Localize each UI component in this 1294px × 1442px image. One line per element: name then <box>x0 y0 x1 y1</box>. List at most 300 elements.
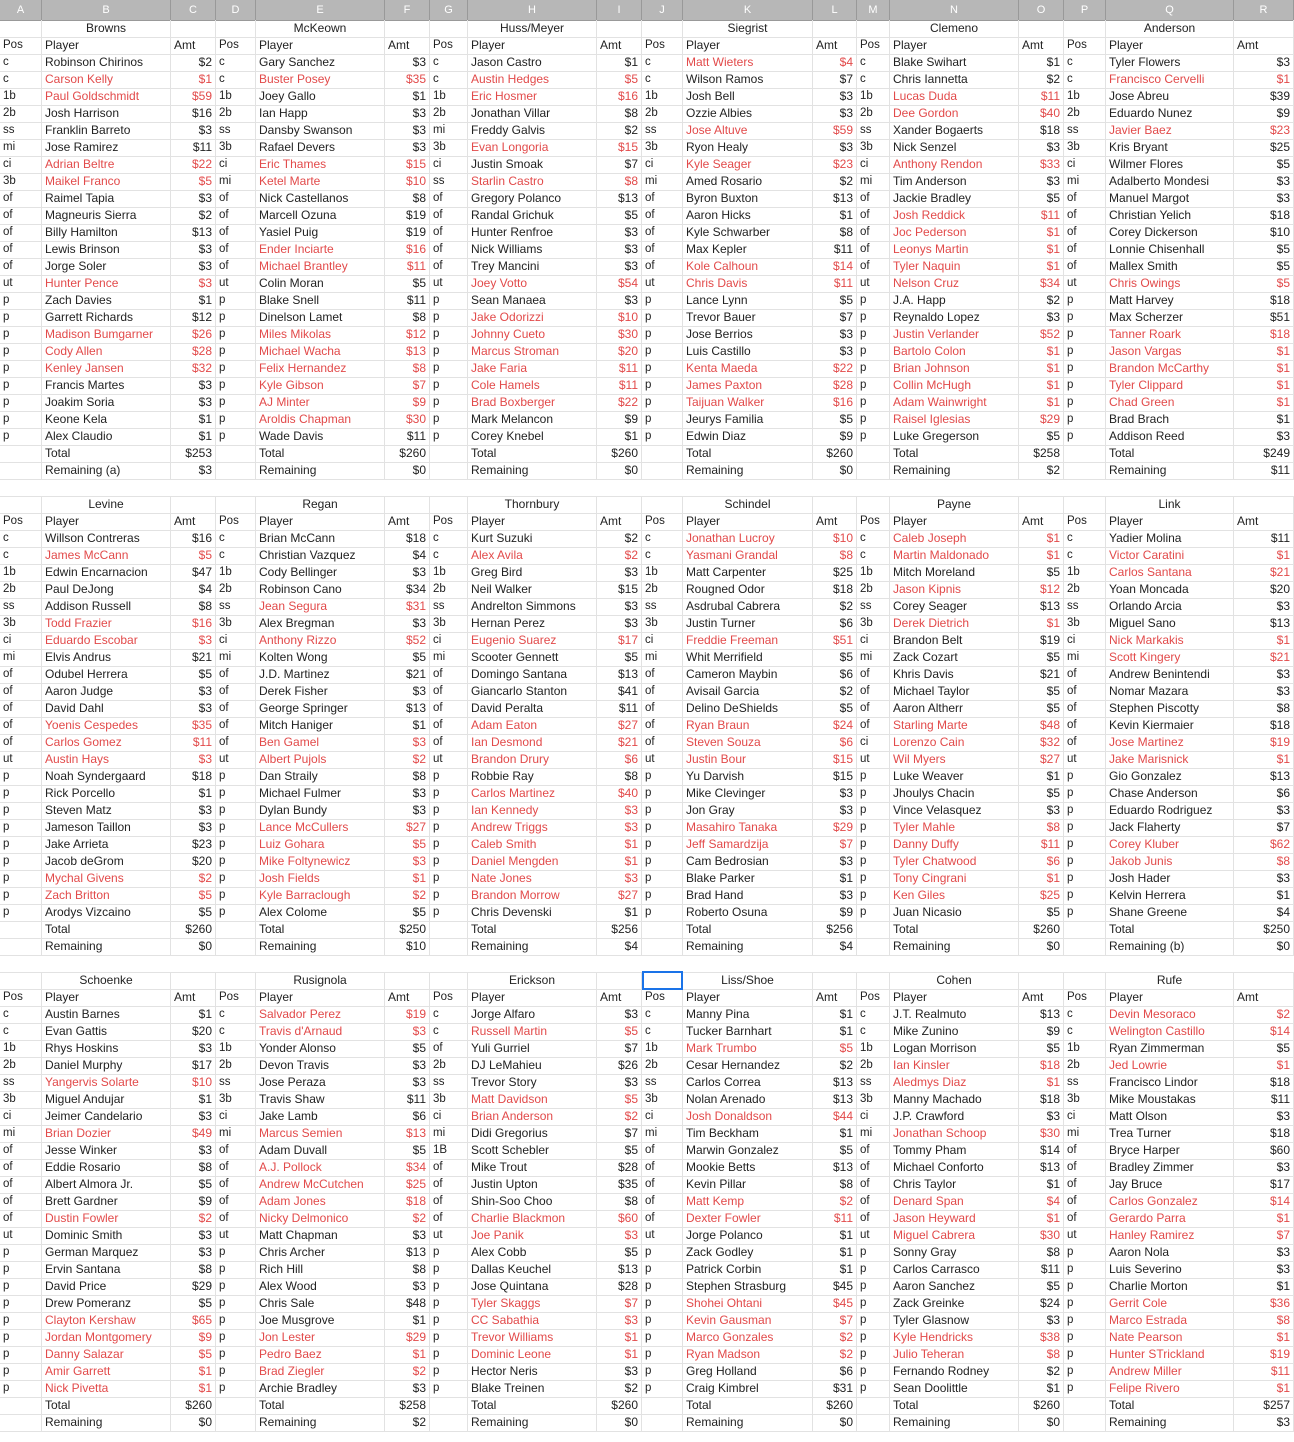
amount-cell[interactable]: $6 <box>385 1108 430 1125</box>
amount-cell[interactable]: $7 <box>597 1295 642 1312</box>
player-name-cell[interactable]: Matt Olson <box>1106 1108 1234 1125</box>
player-name-cell[interactable]: Hernan Perez <box>468 615 597 632</box>
position-cell[interactable]: p <box>857 870 890 887</box>
amount-cell[interactable]: $1 <box>1234 1380 1294 1397</box>
amount-cell[interactable]: $1 <box>813 1227 857 1244</box>
amount-cell[interactable]: $8 <box>813 1176 857 1193</box>
position-cell[interactable]: 3b <box>642 139 683 156</box>
player-name-cell[interactable]: Welington Castillo <box>1106 1023 1234 1040</box>
amount-cell[interactable]: $1 <box>385 1346 430 1363</box>
player-name-cell[interactable]: Eddie Rosario <box>42 1159 171 1176</box>
pos-label[interactable]: Pos <box>1064 37 1106 54</box>
position-cell[interactable]: ut <box>857 275 890 292</box>
position-cell[interactable]: mi <box>642 649 683 666</box>
player-name-cell[interactable]: Yangervis Solarte <box>42 1074 171 1091</box>
position-cell[interactable]: mi <box>642 173 683 190</box>
amount-cell[interactable]: $3 <box>1234 1159 1294 1176</box>
position-cell[interactable]: p <box>0 1380 42 1397</box>
position-cell[interactable]: of <box>216 224 256 241</box>
player-name-cell[interactable]: Lonnie Chisenhall <box>1106 241 1234 258</box>
position-cell[interactable]: p <box>1064 1346 1106 1363</box>
position-cell[interactable]: p <box>857 1295 890 1312</box>
amount-cell[interactable]: $3 <box>1019 802 1064 819</box>
amount-cell[interactable]: $51 <box>813 632 857 649</box>
amount-cell[interactable]: $1 <box>1019 224 1064 241</box>
remaining-amount[interactable]: $3 <box>1234 1414 1294 1431</box>
amount-cell[interactable]: $5 <box>385 275 430 292</box>
player-name-cell[interactable]: Clayton Kershaw <box>42 1312 171 1329</box>
amount-cell[interactable]: $18 <box>1234 207 1294 224</box>
cell-empty[interactable] <box>430 1397 468 1414</box>
player-name-cell[interactable]: Albert Almora Jr. <box>42 1176 171 1193</box>
cell-empty[interactable] <box>857 921 890 938</box>
amount-cell[interactable]: $1 <box>1019 258 1064 275</box>
remaining-label[interactable]: Remaining <box>42 938 171 955</box>
team-name[interactable]: Liss/Shoe <box>683 972 813 989</box>
amount-cell[interactable]: $5 <box>1234 275 1294 292</box>
position-cell[interactable]: ut <box>216 275 256 292</box>
position-cell[interactable]: p <box>642 1363 683 1380</box>
position-cell[interactable]: p <box>0 1312 42 1329</box>
position-cell[interactable]: of <box>0 258 42 275</box>
amount-cell[interactable]: $7 <box>813 71 857 88</box>
player-name-cell[interactable]: Evan Gattis <box>42 1023 171 1040</box>
position-cell[interactable]: ci <box>1064 1108 1106 1125</box>
player-name-cell[interactable]: Robinson Cano <box>256 581 385 598</box>
position-cell[interactable]: ut <box>1064 1227 1106 1244</box>
position-cell[interactable]: of <box>216 683 256 700</box>
player-name-cell[interactable]: Trevor Williams <box>468 1329 597 1346</box>
position-cell[interactable]: p <box>216 785 256 802</box>
position-cell[interactable]: ut <box>642 1227 683 1244</box>
cell-empty[interactable] <box>1064 496 1106 513</box>
player-name-cell[interactable]: Willson Contreras <box>42 530 171 547</box>
player-name-cell[interactable]: Austin Barnes <box>42 1006 171 1023</box>
total-label[interactable]: Total <box>1106 921 1234 938</box>
player-name-cell[interactable]: Gio Gonzalez <box>1106 768 1234 785</box>
amount-cell[interactable]: $1 <box>813 1006 857 1023</box>
position-cell[interactable]: 1b <box>1064 1040 1106 1057</box>
position-cell[interactable]: ss <box>857 598 890 615</box>
position-cell[interactable]: 1b <box>1064 564 1106 581</box>
column-header-k[interactable]: K <box>683 0 813 20</box>
amount-cell[interactable]: $3 <box>597 224 642 241</box>
amount-cell[interactable]: $2 <box>171 54 216 71</box>
position-cell[interactable]: p <box>216 802 256 819</box>
remaining-amount[interactable]: $0 <box>1019 1414 1064 1431</box>
amt-label[interactable]: Amt <box>385 989 430 1006</box>
amount-cell[interactable]: $1 <box>1234 1210 1294 1227</box>
player-label[interactable]: Player <box>468 37 597 54</box>
amount-cell[interactable]: $15 <box>597 581 642 598</box>
player-label[interactable]: Player <box>683 37 813 54</box>
player-name-cell[interactable]: Matt Davidson <box>468 1091 597 1108</box>
position-cell[interactable]: of <box>0 241 42 258</box>
position-cell[interactable]: p <box>0 870 42 887</box>
position-cell[interactable]: c <box>1064 530 1106 547</box>
cell-empty[interactable] <box>430 938 468 955</box>
player-name-cell[interactable]: Todd Frazier <box>42 615 171 632</box>
position-cell[interactable]: 3b <box>430 1091 468 1108</box>
amount-cell[interactable]: $18 <box>171 768 216 785</box>
position-cell[interactable]: of <box>857 666 890 683</box>
amount-cell[interactable]: $3 <box>171 1244 216 1261</box>
column-header-o[interactable]: O <box>1019 0 1064 20</box>
position-cell[interactable]: ut <box>0 1227 42 1244</box>
position-cell[interactable]: p <box>430 428 468 445</box>
position-cell[interactable]: 1b <box>857 1040 890 1057</box>
amount-cell[interactable]: $13 <box>813 1074 857 1091</box>
amount-cell[interactable]: $11 <box>1019 836 1064 853</box>
amount-cell[interactable]: $3 <box>1234 802 1294 819</box>
cell-empty[interactable] <box>1064 921 1106 938</box>
player-name-cell[interactable]: Marcell Ozuna <box>256 207 385 224</box>
cell-empty[interactable] <box>1234 20 1294 37</box>
amount-cell[interactable]: $36 <box>1234 1295 1294 1312</box>
player-name-cell[interactable]: Eric Hosmer <box>468 88 597 105</box>
position-cell[interactable]: p <box>216 411 256 428</box>
amount-cell[interactable]: $7 <box>597 1125 642 1142</box>
player-name-cell[interactable]: Devin Mesoraco <box>1106 1006 1234 1023</box>
amount-cell[interactable]: $3 <box>813 802 857 819</box>
amt-label[interactable]: Amt <box>1234 37 1294 54</box>
position-cell[interactable]: ut <box>216 1227 256 1244</box>
position-cell[interactable]: 3b <box>216 1091 256 1108</box>
position-cell[interactable]: 1b <box>0 1040 42 1057</box>
amount-cell[interactable]: $5 <box>171 666 216 683</box>
position-cell[interactable]: p <box>857 1329 890 1346</box>
amount-cell[interactable]: $9 <box>1019 1023 1064 1040</box>
player-name-cell[interactable]: Miguel Sano <box>1106 615 1234 632</box>
amount-cell[interactable]: $8 <box>385 360 430 377</box>
total-label[interactable]: Total <box>683 921 813 938</box>
amount-cell[interactable]: $1 <box>1019 377 1064 394</box>
player-name-cell[interactable]: Jason Castro <box>468 54 597 71</box>
position-cell[interactable]: c <box>857 547 890 564</box>
amount-cell[interactable]: $1 <box>1019 530 1064 547</box>
player-name-cell[interactable]: Zack Greinke <box>890 1295 1019 1312</box>
amount-cell[interactable]: $1 <box>171 1363 216 1380</box>
position-cell[interactable]: of <box>216 700 256 717</box>
position-cell[interactable]: 1b <box>1064 88 1106 105</box>
player-name-cell[interactable]: Lucas Duda <box>890 88 1019 105</box>
player-name-cell[interactable]: Alex Avila <box>468 547 597 564</box>
amount-cell[interactable]: $13 <box>597 666 642 683</box>
amount-cell[interactable]: $25 <box>1019 887 1064 904</box>
amount-cell[interactable]: $18 <box>813 581 857 598</box>
position-cell[interactable]: 3b <box>216 139 256 156</box>
remaining-amount[interactable]: $0 <box>385 462 430 479</box>
remaining-label[interactable]: Remaining <box>256 938 385 955</box>
position-cell[interactable]: c <box>1064 54 1106 71</box>
amount-cell[interactable]: $8 <box>813 547 857 564</box>
amount-cell[interactable]: $33 <box>1019 156 1064 173</box>
player-name-cell[interactable]: Carlos Santana <box>1106 564 1234 581</box>
player-name-cell[interactable]: Amed Rosario <box>683 173 813 190</box>
position-cell[interactable]: p <box>430 377 468 394</box>
amount-cell[interactable]: $3 <box>1234 428 1294 445</box>
player-name-cell[interactable]: Stephen Strasburg <box>683 1278 813 1295</box>
pos-label[interactable]: Pos <box>857 989 890 1006</box>
amount-cell[interactable]: $3 <box>385 802 430 819</box>
remaining-amount[interactable]: $0 <box>171 1414 216 1431</box>
player-name-cell[interactable]: Matt Carpenter <box>683 564 813 581</box>
amt-label[interactable]: Amt <box>1019 989 1064 1006</box>
position-cell[interactable]: of <box>1064 207 1106 224</box>
player-name-cell[interactable]: Brandon McCarthy <box>1106 360 1234 377</box>
position-cell[interactable]: 2b <box>430 105 468 122</box>
player-name-cell[interactable]: Nelson Cruz <box>890 275 1019 292</box>
amount-cell[interactable]: $1 <box>1019 615 1064 632</box>
player-name-cell[interactable]: Felix Hernandez <box>256 360 385 377</box>
position-cell[interactable]: of <box>1064 1193 1106 1210</box>
amount-cell[interactable]: $5 <box>813 292 857 309</box>
player-name-cell[interactable]: Jeff Samardzija <box>683 836 813 853</box>
player-name-cell[interactable]: Trea Turner <box>1106 1125 1234 1142</box>
position-cell[interactable]: p <box>0 1329 42 1346</box>
amt-label[interactable]: Amt <box>1234 989 1294 1006</box>
position-cell[interactable]: p <box>642 1346 683 1363</box>
player-name-cell[interactable]: Derek Dietrich <box>890 615 1019 632</box>
amount-cell[interactable]: $7 <box>813 836 857 853</box>
player-name-cell[interactable]: Aaron Sanchez <box>890 1278 1019 1295</box>
total-amount[interactable]: $250 <box>385 921 430 938</box>
position-cell[interactable]: p <box>857 904 890 921</box>
player-name-cell[interactable]: Trevor Story <box>468 1074 597 1091</box>
amount-cell[interactable]: $5 <box>1019 1278 1064 1295</box>
position-cell[interactable]: 2b <box>642 581 683 598</box>
player-name-cell[interactable]: Kevin Gausman <box>683 1312 813 1329</box>
amount-cell[interactable]: $2 <box>385 751 430 768</box>
position-cell[interactable]: p <box>216 853 256 870</box>
amount-cell[interactable]: $17 <box>597 632 642 649</box>
player-name-cell[interactable]: Mike Clevinger <box>683 785 813 802</box>
remaining-label[interactable]: Remaining <box>256 1414 385 1431</box>
position-cell[interactable]: of <box>642 241 683 258</box>
player-name-cell[interactable]: Luke Gregerson <box>890 428 1019 445</box>
amount-cell[interactable]: $10 <box>171 1074 216 1091</box>
player-label[interactable]: Player <box>468 513 597 530</box>
player-name-cell[interactable]: Aaron Judge <box>42 683 171 700</box>
position-cell[interactable]: of <box>216 1176 256 1193</box>
amount-cell[interactable]: $5 <box>597 1091 642 1108</box>
position-cell[interactable]: p <box>1064 1278 1106 1295</box>
position-cell[interactable]: of <box>1064 190 1106 207</box>
position-cell[interactable]: 2b <box>430 581 468 598</box>
amount-cell[interactable]: $1 <box>813 1125 857 1142</box>
amount-cell[interactable]: $2 <box>813 1329 857 1346</box>
amount-cell[interactable]: $13 <box>813 1091 857 1108</box>
total-amount[interactable]: $260 <box>171 921 216 938</box>
position-cell[interactable]: of <box>216 241 256 258</box>
amount-cell[interactable]: $1 <box>597 1346 642 1363</box>
position-cell[interactable]: 3b <box>1064 139 1106 156</box>
cell-empty[interactable] <box>642 445 683 462</box>
amount-cell[interactable]: $30 <box>1019 1227 1064 1244</box>
position-cell[interactable]: p <box>216 819 256 836</box>
position-cell[interactable]: ss <box>857 122 890 139</box>
position-cell[interactable]: of <box>642 207 683 224</box>
amount-cell[interactable]: $5 <box>385 836 430 853</box>
position-cell[interactable]: 2b <box>216 105 256 122</box>
position-cell[interactable]: of <box>1064 1142 1106 1159</box>
amount-cell[interactable]: $5 <box>171 173 216 190</box>
position-cell[interactable]: p <box>857 377 890 394</box>
position-cell[interactable]: p <box>216 836 256 853</box>
amount-cell[interactable]: $12 <box>1019 581 1064 598</box>
position-cell[interactable]: 3b <box>642 615 683 632</box>
amount-cell[interactable]: $14 <box>1234 1023 1294 1040</box>
player-name-cell[interactable]: Matt Kemp <box>683 1193 813 1210</box>
amount-cell[interactable]: $5 <box>597 1142 642 1159</box>
cell-empty[interactable] <box>642 1414 683 1431</box>
player-name-cell[interactable]: Manny Pina <box>683 1006 813 1023</box>
total-label[interactable]: Total <box>468 921 597 938</box>
amount-cell[interactable]: $3 <box>171 394 216 411</box>
player-name-cell[interactable]: Christian Vazquez <box>256 547 385 564</box>
amount-cell[interactable]: $20 <box>597 343 642 360</box>
player-name-cell[interactable]: Rick Porcello <box>42 785 171 802</box>
position-cell[interactable]: p <box>642 326 683 343</box>
total-amount[interactable]: $249 <box>1234 445 1294 462</box>
amount-cell[interactable]: $1 <box>1234 887 1294 904</box>
amount-cell[interactable]: $7 <box>385 377 430 394</box>
position-cell[interactable]: of <box>430 1193 468 1210</box>
player-name-cell[interactable]: J.D. Martinez <box>256 666 385 683</box>
player-name-cell[interactable]: Jon Lester <box>256 1329 385 1346</box>
player-name-cell[interactable]: Eduardo Rodriguez <box>1106 802 1234 819</box>
position-cell[interactable]: ss <box>857 1074 890 1091</box>
amount-cell[interactable]: $21 <box>1019 666 1064 683</box>
position-cell[interactable]: p <box>430 360 468 377</box>
position-cell[interactable]: p <box>1064 1380 1106 1397</box>
player-name-cell[interactable]: Mychal Givens <box>42 870 171 887</box>
total-amount[interactable]: $260 <box>813 1397 857 1414</box>
amount-cell[interactable]: $3 <box>1234 1261 1294 1278</box>
amount-cell[interactable]: $9 <box>1234 105 1294 122</box>
cell-empty[interactable] <box>642 938 683 955</box>
position-cell[interactable]: of <box>1064 1176 1106 1193</box>
remaining-amount[interactable]: $0 <box>597 1414 642 1431</box>
position-cell[interactable]: p <box>0 1278 42 1295</box>
player-name-cell[interactable]: David Price <box>42 1278 171 1295</box>
amount-cell[interactable]: $3 <box>1234 54 1294 71</box>
amount-cell[interactable]: $9 <box>171 1193 216 1210</box>
player-name-cell[interactable]: Luis Castillo <box>683 343 813 360</box>
player-name-cell[interactable]: Buster Posey <box>256 71 385 88</box>
amount-cell[interactable]: $11 <box>385 1091 430 1108</box>
amount-cell[interactable]: $5 <box>1019 564 1064 581</box>
amount-cell[interactable]: $24 <box>813 717 857 734</box>
player-name-cell[interactable]: Elvis Andrus <box>42 649 171 666</box>
amount-cell[interactable]: $3 <box>1019 173 1064 190</box>
amount-cell[interactable]: $3 <box>813 326 857 343</box>
amount-cell[interactable]: $1 <box>597 853 642 870</box>
position-cell[interactable]: p <box>430 802 468 819</box>
player-name-cell[interactable]: Kenta Maeda <box>683 360 813 377</box>
amount-cell[interactable]: $3 <box>813 853 857 870</box>
player-name-cell[interactable]: Joakim Soria <box>42 394 171 411</box>
column-header-j[interactable]: J <box>642 0 683 20</box>
player-name-cell[interactable]: Charlie Blackmon <box>468 1210 597 1227</box>
player-name-cell[interactable]: Mike Foltynewicz <box>256 853 385 870</box>
amount-cell[interactable]: $3 <box>597 241 642 258</box>
position-cell[interactable]: ss <box>216 598 256 615</box>
player-name-cell[interactable]: Matt Chapman <box>256 1227 385 1244</box>
position-cell[interactable]: ci <box>216 632 256 649</box>
player-name-cell[interactable]: Michael Conforto <box>890 1159 1019 1176</box>
cell-empty[interactable] <box>430 496 468 513</box>
amount-cell[interactable]: $3 <box>597 1074 642 1091</box>
position-cell[interactable]: p <box>0 1244 42 1261</box>
player-name-cell[interactable]: Jason Vargas <box>1106 343 1234 360</box>
amount-cell[interactable]: $5 <box>597 71 642 88</box>
position-cell[interactable]: p <box>0 360 42 377</box>
amount-cell[interactable]: $3 <box>171 122 216 139</box>
position-cell[interactable]: p <box>216 360 256 377</box>
amount-cell[interactable]: $1 <box>385 717 430 734</box>
position-cell[interactable]: 1b <box>642 1040 683 1057</box>
cell-empty[interactable] <box>216 938 256 955</box>
position-cell[interactable]: ut <box>430 1227 468 1244</box>
player-name-cell[interactable]: Corey Kluber <box>1106 836 1234 853</box>
amount-cell[interactable]: $3 <box>1234 683 1294 700</box>
player-name-cell[interactable]: Mallex Smith <box>1106 258 1234 275</box>
player-name-cell[interactable]: Adalberto Mondesi <box>1106 173 1234 190</box>
player-name-cell[interactable]: Starling Marte <box>890 717 1019 734</box>
player-name-cell[interactable]: Giancarlo Stanton <box>468 683 597 700</box>
amount-cell[interactable]: $48 <box>385 1295 430 1312</box>
position-cell[interactable]: 1b <box>857 88 890 105</box>
position-cell[interactable]: of <box>1064 1210 1106 1227</box>
player-name-cell[interactable]: Brad Hand <box>683 887 813 904</box>
position-cell[interactable]: ci <box>642 1108 683 1125</box>
total-label[interactable]: Total <box>683 1397 813 1414</box>
position-cell[interactable]: p <box>1064 785 1106 802</box>
cell-empty[interactable] <box>642 496 683 513</box>
position-cell[interactable]: p <box>216 1244 256 1261</box>
player-label[interactable]: Player <box>683 989 813 1006</box>
amount-cell[interactable]: $13 <box>1019 1006 1064 1023</box>
player-name-cell[interactable]: Christian Yelich <box>1106 207 1234 224</box>
amount-cell[interactable]: $34 <box>385 581 430 598</box>
amount-cell[interactable]: $17 <box>171 1057 216 1074</box>
player-name-cell[interactable]: Mark Trumbo <box>683 1040 813 1057</box>
player-name-cell[interactable]: Paul DeJong <box>42 581 171 598</box>
pos-label[interactable]: Pos <box>857 513 890 530</box>
position-cell[interactable]: of <box>642 190 683 207</box>
amount-cell[interactable]: $13 <box>1019 1159 1064 1176</box>
position-cell[interactable]: p <box>1064 1244 1106 1261</box>
amount-cell[interactable]: $8 <box>385 190 430 207</box>
amount-cell[interactable]: $21 <box>597 734 642 751</box>
amount-cell[interactable]: $2 <box>597 1380 642 1397</box>
position-cell[interactable]: p <box>216 394 256 411</box>
player-name-cell[interactable]: Max Scherzer <box>1106 309 1234 326</box>
amount-cell[interactable]: $18 <box>1234 326 1294 343</box>
player-name-cell[interactable]: George Springer <box>256 700 385 717</box>
position-cell[interactable]: mi <box>642 1125 683 1142</box>
position-cell[interactable]: of <box>1064 1159 1106 1176</box>
amount-cell[interactable]: $18 <box>1019 122 1064 139</box>
player-name-cell[interactable]: Matt Wieters <box>683 54 813 71</box>
amount-cell[interactable]: $52 <box>1019 326 1064 343</box>
amount-cell[interactable]: $3 <box>385 1023 430 1040</box>
player-name-cell[interactable]: Adrian Beltre <box>42 156 171 173</box>
amount-cell[interactable]: $20 <box>171 853 216 870</box>
position-cell[interactable]: of <box>430 1040 468 1057</box>
player-name-cell[interactable]: Mike Zunino <box>890 1023 1019 1040</box>
